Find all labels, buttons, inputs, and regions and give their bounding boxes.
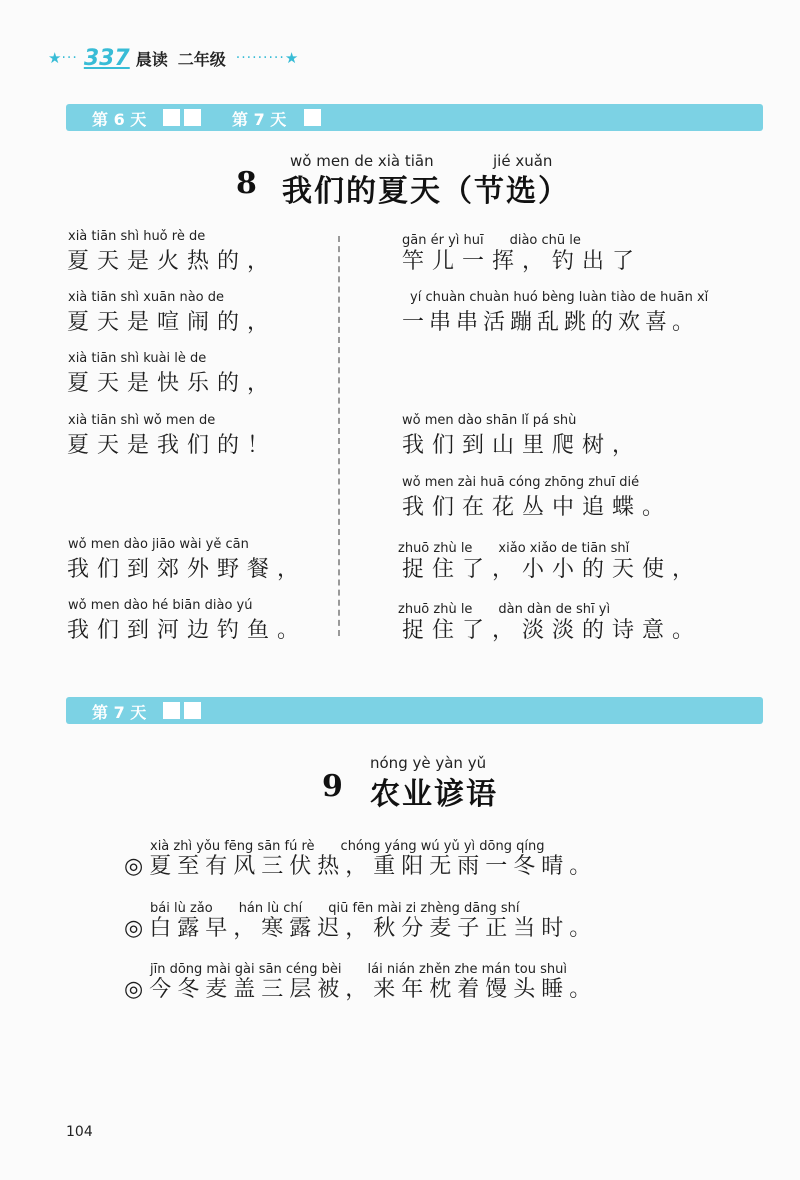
pinyin-line: wǒ men dào hé biān diào yú <box>68 598 253 613</box>
pinyin-line: wǒ men dào jiāo wài yě cān <box>68 537 249 552</box>
proverb-line: ◎白露早，寒露迟，秋分麦子正当时。 <box>124 916 598 941</box>
text-line: 夏天是快乐的， <box>67 371 278 396</box>
checkbox[interactable] <box>163 109 180 126</box>
book-name: 晨读 <box>135 49 168 69</box>
text-line: 夏天是火热的， <box>67 249 278 274</box>
star-icon: ★ <box>48 49 62 67</box>
text-line: 竿儿一挥，钓出了 <box>402 249 643 274</box>
day-label: 第 6 天 <box>92 110 147 129</box>
page-header <box>48 44 298 72</box>
star-icon: ★ <box>284 49 299 67</box>
text-line: 捉住了，小小的天使， <box>402 557 703 582</box>
pinyin-line: bái lù zǎo hán lù chí qiū fēn mài zi zhèng dāng shí <box>150 901 520 916</box>
text-line: 我们到郊外野餐， <box>67 557 308 582</box>
pinyin-line: zhuō zhù le xiǎo xiǎo de tiān shǐ <box>398 541 630 556</box>
checkbox[interactable] <box>184 109 201 126</box>
text-line: 夏天是喧闹的， <box>67 310 278 335</box>
page-number: 104 <box>66 1124 93 1140</box>
pinyin-line: xià tiān shì huǒ rè de <box>68 229 206 244</box>
pinyin-line: xià zhì yǒu fēng sān fú rè chóng yáng wú yǔ yì dōng qíng <box>150 839 545 854</box>
pinyin-line: xià tiān shì wǒ men de <box>68 413 216 428</box>
text-line: 捉住了，淡淡的诗意。 <box>402 618 703 643</box>
lesson-title: 农业谚语 <box>370 777 498 812</box>
day-label: 第 7 天 <box>232 110 287 129</box>
pinyin-line: xià tiān shì kuài lè de <box>68 351 207 366</box>
title-pinyin: jié xuǎn <box>493 152 553 170</box>
day-bar <box>66 104 763 131</box>
title-pinyin: nóng yè yàn yǔ <box>370 754 487 772</box>
pinyin-line: gān ér yì huī diào chū le <box>402 233 581 248</box>
proverb-line: ◎今冬麦盖三层被，来年枕着馒头睡。 <box>124 977 598 1002</box>
day-bar <box>66 697 763 724</box>
pinyin-line: xià tiān shì xuān nào de <box>68 290 225 305</box>
pinyin-line: yí chuàn chuàn huó bèng luàn tiào de huān xǐ <box>410 290 709 305</box>
proverb-line: ◎夏至有风三伏热，重阳无雨一冬晴。 <box>124 854 598 879</box>
day-label: 第 7 天 <box>92 703 147 722</box>
text-line: 我们到河边钓鱼。 <box>67 618 308 643</box>
pinyin-line: zhuō zhù le dàn dàn de shī yì <box>398 602 611 617</box>
checkbox[interactable] <box>163 702 180 719</box>
pinyin-line: wǒ men zài huā cóng zhōng zhuī dié <box>402 475 640 490</box>
dots-decoration: ··· <box>61 50 78 66</box>
brand-logo: 337 <box>83 45 130 71</box>
text-line: 一串串活蹦乱跳的欢喜。 <box>402 310 700 335</box>
grade-label: 二年级 <box>177 49 226 69</box>
title-pinyin: wǒ men de xià tiān <box>290 152 434 170</box>
lesson-number: 9 <box>322 769 343 804</box>
column-divider <box>338 236 340 636</box>
lesson-title: 我们的夏天（节选） <box>282 174 570 209</box>
text-line: 我们到山里爬树， <box>402 433 643 458</box>
pinyin-line: jīn dōng mài gài sān céng bèi lái nián zhěn zhe mán tou shuì <box>150 962 567 977</box>
text-line: 夏天是我们的！ <box>67 433 278 458</box>
lesson-number: 8 <box>236 166 257 201</box>
dots-decoration: ········· <box>235 50 285 66</box>
text-line: 我们在花丛中追蝶。 <box>402 495 673 520</box>
pinyin-line: wǒ men dào shān lǐ pá shù <box>402 413 577 428</box>
checkbox[interactable] <box>184 702 201 719</box>
checkbox[interactable] <box>304 109 321 126</box>
